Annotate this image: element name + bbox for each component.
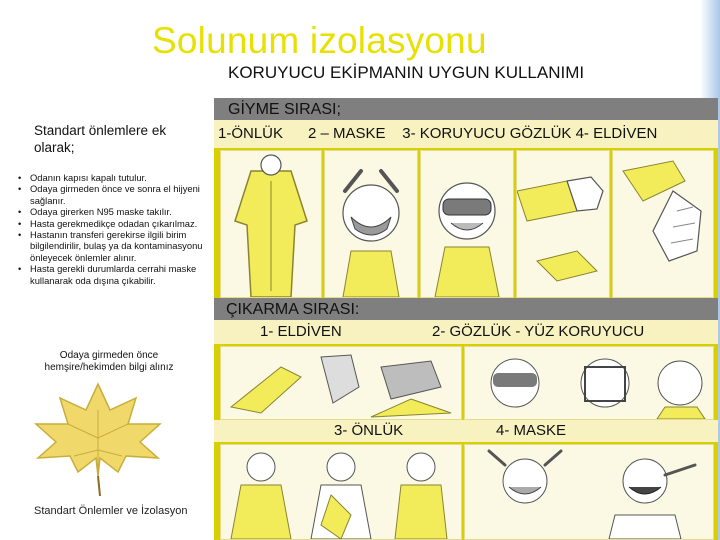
ppe-sequence-panel — [214, 98, 718, 540]
precaution-list — [16, 172, 206, 286]
gown-donning-figure — [220, 150, 322, 298]
doffing-step-4: 4- MASKE — [496, 422, 567, 439]
slide-title: Solunum izolasyonu — [152, 20, 487, 61]
list-item: • Odanın kapısı kapalı tutulur. — [16, 172, 206, 183]
list-item: • Hastanın transferi gerekirse ilgili birim bilgilendirilir, bulaş ya da kontaminasyonu önleyecek önlemler alınır. — [16, 229, 206, 263]
glove-donning-figure — [516, 150, 610, 298]
glove-hand-figure — [612, 150, 714, 298]
doffing-heading: ÇIKARMA SIRASI: — [226, 301, 360, 318]
glove-removal-figure — [220, 346, 462, 420]
doffing-step-2: 2- GÖZLÜK - YÜZ KORUYUCU — [432, 323, 645, 340]
gown-removal-figure — [220, 444, 462, 540]
list-item: • Odaya girerken N95 maske takılır. — [16, 206, 206, 217]
slide-subtitle: KORUYUCU EKİPMANIN UYGUN KULLANIMI — [228, 63, 585, 82]
goggles-removal-figure — [464, 346, 714, 420]
mask-donning-figure — [324, 150, 418, 298]
list-item: • Odaya girmeden önce ve sonra el hijyeni sağlanır. — [16, 183, 206, 206]
leaf-illustration — [18, 380, 178, 498]
mask-removal-figure — [464, 444, 714, 540]
list-item: • Hasta gerekli durumlarda cerrahi maske kullanarak oda dışına çıkabilir. — [16, 263, 206, 286]
doffing-steps-row-2 — [214, 420, 718, 442]
list-item: • Hasta gerekmedikçe odadan çıkarılmaz. — [16, 218, 206, 229]
footer-caption: Standart Önlemler ve İzolasyon — [34, 505, 188, 517]
doffing-step-3: 3- ÖNLÜK — [334, 422, 404, 439]
info-note: Odaya girmeden önce hemşire/hekimden bilgi alınız — [44, 350, 174, 373]
left-heading: Standart önlemlere ek olarak; — [34, 123, 167, 155]
donning-steps: 1-ÖNLÜK 2 – MASKE 3- KORUYUCU GÖZLÜK 4- ELDİVEN — [218, 125, 658, 142]
goggles-donning-figure — [420, 150, 514, 298]
donning-heading: GİYME SIRASI; — [228, 101, 341, 118]
doffing-step-1: 1- ELDİVEN — [260, 323, 342, 340]
